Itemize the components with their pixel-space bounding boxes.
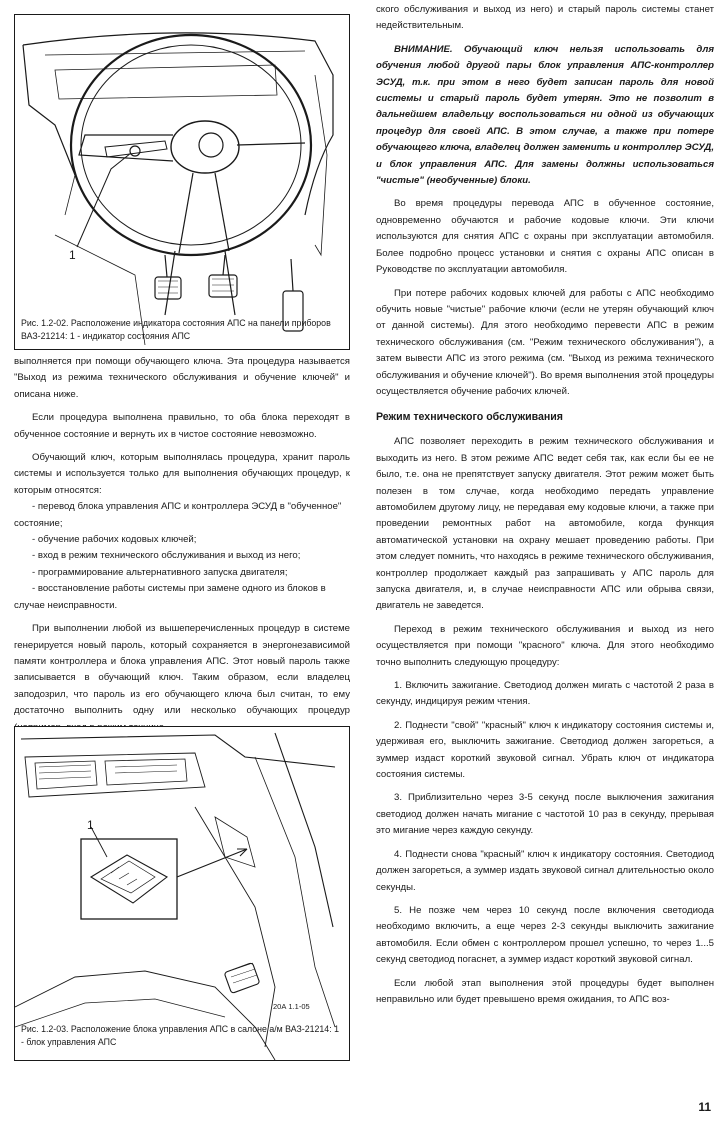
left-paragraph: При выполнении любой из вышеперечисленных процедур в системе генерируется новый пароль, который сохраняется в энергонезависимой памяти контроллера и блока управления АПС. Этот новый пароль также записывается в обучающий ключ. Таким образом, если владелец заподозрил, что пароль из его обучающего ключа был считан, то ему достаточно выполнить одну или несколько обучающих процедур [14,623,350,717]
figure-instrument-panel [14,14,350,350]
figure2-caption: Рис. 1.2-03. Расположение блока управления АПС в салоне а/м ВАЗ-21214: 1 - блок управления АПС [21,1024,339,1047]
section-paragraph: АПС позволяет переходить в режим технического обслуживания и выходить из него. В этом режиме АПС ведет себя так, как если бы ее не было, т.е. она не препятствует запуску двигателя. Этот режим может быть полезен в том случае, когда необходимо передать управление автомобилем другому лицу, не передавая ему кодовые ключи, а также при проведении ремонтных работ на автомобиле, когда функция автоматической установки на охрану мешает проведению работы. При этом следует помнить, что находясь в режиме технического обслуживания, контроллер продолжает каждый раз запрашивать у АПС пароль для запуска двигателя, и, в случае неисправности АПС или обрыва связи, двигатель не заведется. [376,436,714,612]
left-paragraph: выполняется при помощи обучающего ключа. Эта процедура называется "Выход из режима технического обслуживания и обучение ключей" и описана ниже. [14,356,350,400]
figure2-callout-label: 1 [87,818,94,832]
figure2-code: 20А 1.1-05 [273,1002,310,1011]
figure1-callout-label: 1 [69,248,76,262]
list-item: - вход в режим технического обслуживания и выход из него; [32,550,301,562]
list-item: - обучение рабочих кодовых ключей; [32,534,197,546]
left-column-text [14,354,350,743]
right-paragraph: Если любой этап выполнения этой процедуры будет выполнен неправильно или будет превышено время ожидания, то АПС воз- [376,977,714,1005]
procedure-step: 3. Приблизительно через 3-5 секунд после выключения зажигания светодиод должен начать мигание с частотой 10 раз в секунду, прерывая это мигание через каждую секунду. [376,792,714,837]
warning-paragraph: ВНИМАНИЕ. Обучающий ключ нельзя использовать для обучения любой другой пары блок управления АПС-контроллер ЭСУД, т.к. при этом в него будет записан пароль для новой системы и старый пароль будет утерян. Это не позволит в дальнейшем владельцу воспользоваться ни одной из обучающих процедур для своей АПС. В этом случае, а также при потере обучающего ключа, владелец должен заменить и контроллер ЭСУД, и блок управления АПС. Для замены должны использоваться "чистые" (необученные) блоки. [376,43,714,187]
right-paragraph: Во время процедуры перевода АПС в обученное состояние, одновременно обучаются и рабочие кодовые ключи. Эти ключи используются для снятия АПС с охраны при эксплуатации автомобиля. Более подробно процесс установки и снятия с охраны АПС описан в Руководстве по эксплуатации автомобиля. [376,198,714,276]
procedure-step: 4. Поднести снова "красный" ключ к индикатору состояния. Светодиод должен загореться, а зуммер издать звуковой сигнал длительностью около секунды. [376,848,714,893]
dashboard-illustration [15,15,349,349]
right-paragraph: ского обслуживания и выход из него) и старый пароль системы станет недействительным. [376,4,714,32]
procedure-step: 1. Включить зажигание. Светодиод должен мигать с частотой 2 раза в секунду, индицируя режим чтения. [376,680,714,708]
left-paragraph: Если процедура выполнена правильно, то оба блока переходят в обученное состояние и вернуть их в чистое состояние невозможно. [14,412,350,440]
page-number: 11 [698,1100,711,1114]
list-item: - перевод блока управления АПС и контроллера ЭСУД в "обученное" состояние; [14,501,342,529]
figure1-caption: Рис. 1.2-02. Расположение индикатора состояния АПС на панели приборов ВАЗ-21214: 1 - индикатор состояния АПС [21,318,331,341]
section-heading: Режим технического обслуживания [376,411,563,424]
section-paragraph: Переход в режим технического обслуживания и выход из него осуществляется при помощи "красного" ключа. Для этого необходимо точно выполнить следующую процедуру: [376,623,714,668]
procedure-step: 5. Не позже чем через 10 секунд после включения светодиода необходимо включить, а еще через 2-3 секунды выключить зажигание автомобиля. Если обмен с контроллером прошел успешно, то через 1...5 секунд светодиод погаснет, а зуммер издаст короткий звуковой сигнал. [376,904,714,966]
right-column-text [376,2,714,1015]
list-item: - восстановление работы системы при замене одного из блоков в случае неисправности. [14,583,326,611]
list-item: - программирование альтернативного запуска двигателя; [32,566,288,578]
figure-control-unit [14,726,350,1061]
cabin-illustration [15,727,349,1060]
right-paragraph: При потере рабочих кодовых ключей для работы с АПС необходимо обучить новые "чистые" рабочие ключи (если не утерян обучающий ключ от данной системы). Для этого необходимо перевести АПС в режим технического обслуживания (см. "Режим технического обслуживания"), а затем вывести АПС из этого режима (см. "Выход из режима технического обслуживания и обучение ключей"). Во время выполнения этой процедуры осуществляется обучение рабочих ключей. [376,287,714,397]
left-paragraph: Обучающий ключ, которым выполнялась процедура, хранит пароль системы и используется только для выполнения обучающих процедур, к которым относятся: [14,452,350,496]
procedure-step: 2. Поднести "свой" "красный" ключ к индикатору состояния системы и, удерживая его, выключить зажигание. Светодиод должен загореться, а зуммер издаст короткий звуковой сигнал. Убрать ключ от индикатора состояния системы. [376,719,714,781]
